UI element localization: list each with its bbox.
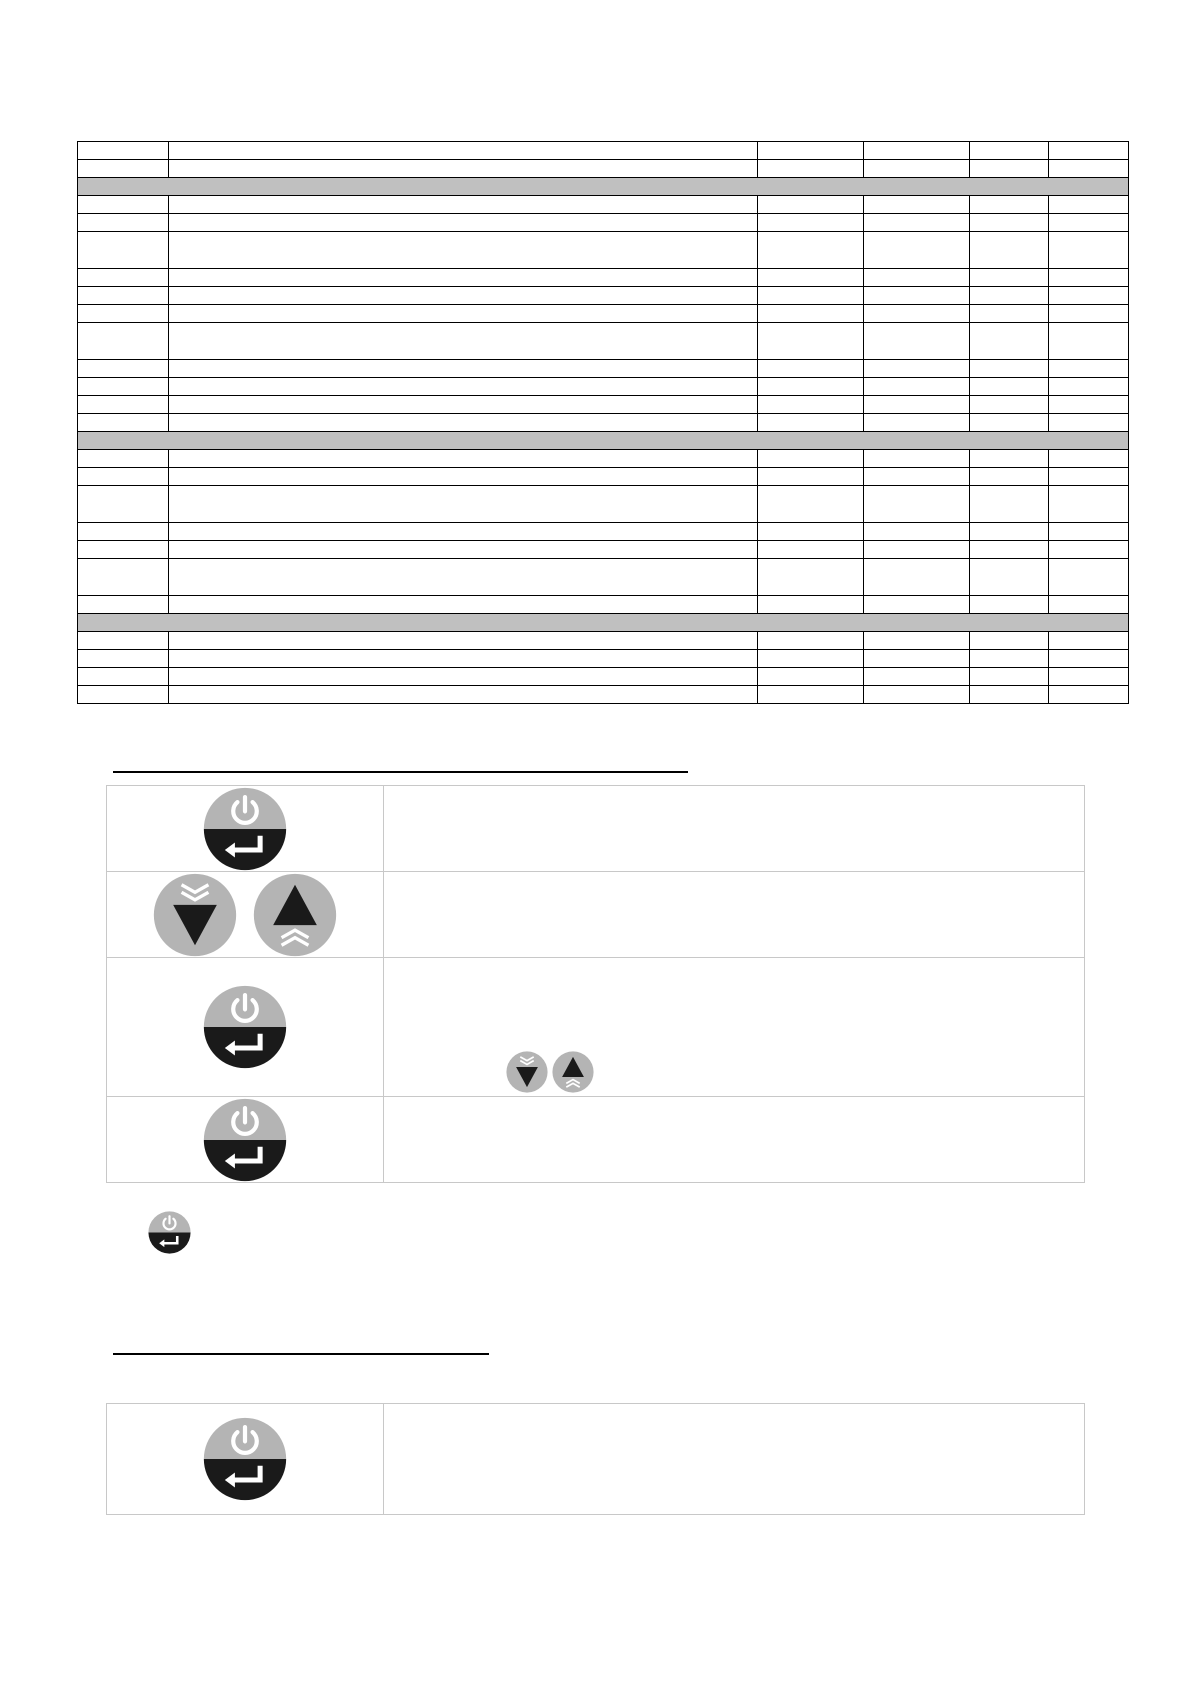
table-cell — [1049, 450, 1129, 468]
table-cell — [169, 160, 758, 178]
table-cell — [78, 632, 169, 650]
table-cell — [970, 632, 1049, 650]
table-section-header — [78, 614, 1129, 632]
section-cell — [78, 178, 1129, 196]
instruction-text-cell — [384, 1404, 1085, 1515]
table-cell — [1049, 378, 1129, 396]
table-cell — [758, 196, 864, 214]
table-cell — [78, 269, 169, 287]
table-cell — [864, 160, 970, 178]
table-cell — [169, 559, 758, 596]
table-cell — [169, 468, 758, 486]
table-cell — [169, 232, 758, 269]
table-cell — [1049, 305, 1129, 323]
table-cell — [970, 305, 1049, 323]
table-row — [78, 468, 1129, 486]
table-cell — [1049, 559, 1129, 596]
table-row — [78, 360, 1129, 378]
table-cell — [169, 632, 758, 650]
table-row — [78, 632, 1129, 650]
table-cell — [864, 142, 970, 160]
table-cell — [758, 541, 864, 559]
table-cell — [78, 668, 169, 686]
table-cell — [970, 269, 1049, 287]
table-cell — [758, 668, 864, 686]
table-cell — [970, 287, 1049, 305]
table-cell — [864, 232, 970, 269]
table-cell — [169, 668, 758, 686]
table-cell — [970, 668, 1049, 686]
table-cell — [758, 232, 864, 269]
table-cell — [78, 396, 169, 414]
table-cell — [970, 468, 1049, 486]
table-cell — [1049, 160, 1129, 178]
table-cell — [970, 523, 1049, 541]
button-instruction-table — [106, 1403, 1085, 1515]
table-cell — [1049, 541, 1129, 559]
icon-cell — [107, 786, 384, 872]
table-cell — [758, 414, 864, 432]
table-cell — [864, 396, 970, 414]
inline-arrow-icons — [506, 1051, 594, 1093]
instruction-row — [107, 786, 1085, 872]
table-cell — [758, 559, 864, 596]
table-cell — [78, 468, 169, 486]
table-cell — [78, 596, 169, 614]
instruction-row — [107, 958, 1085, 1097]
table-cell — [169, 523, 758, 541]
instruction-text-cell — [384, 958, 1085, 1097]
table-cell — [169, 323, 758, 360]
table-row — [78, 196, 1129, 214]
table-cell — [1049, 287, 1129, 305]
table-cell — [169, 686, 758, 704]
instruction-row — [107, 1097, 1085, 1183]
table-cell — [1049, 523, 1129, 541]
table-cell — [78, 232, 169, 269]
power-enter-icon — [148, 1211, 191, 1254]
power-enter-icon — [203, 787, 287, 871]
table-cell — [970, 541, 1049, 559]
power-enter-icon — [203, 1417, 287, 1501]
table-cell — [864, 450, 970, 468]
table-cell — [758, 486, 864, 523]
icon-cell — [107, 1404, 384, 1515]
table-cell — [78, 650, 169, 668]
table-cell — [169, 269, 758, 287]
table-cell — [169, 378, 758, 396]
table-cell — [970, 396, 1049, 414]
table-cell — [970, 650, 1049, 668]
table-cell — [169, 396, 758, 414]
table-cell — [758, 160, 864, 178]
table-cell — [864, 632, 970, 650]
arrow-up-icon — [253, 873, 337, 957]
table-cell — [864, 686, 970, 704]
table-cell — [864, 668, 970, 686]
table-cell — [78, 287, 169, 305]
table-cell — [78, 414, 169, 432]
table-cell — [758, 396, 864, 414]
table-cell — [864, 323, 970, 360]
table-cell — [970, 196, 1049, 214]
table-section-header — [78, 178, 1129, 196]
instruction-text-cell — [384, 786, 1085, 872]
table-cell — [864, 559, 970, 596]
table-cell — [970, 486, 1049, 523]
table-cell — [864, 196, 970, 214]
table-cell — [78, 450, 169, 468]
table-row — [78, 160, 1129, 178]
table-cell — [970, 559, 1049, 596]
table-cell — [78, 214, 169, 232]
table-cell — [970, 142, 1049, 160]
table-cell — [970, 686, 1049, 704]
instruction-row — [107, 1404, 1085, 1515]
table-cell — [864, 468, 970, 486]
table-section-header — [78, 432, 1129, 450]
table-cell — [1049, 232, 1129, 269]
table-cell — [864, 360, 970, 378]
table-row — [78, 323, 1129, 360]
table-cell — [169, 450, 758, 468]
table-cell — [78, 541, 169, 559]
table-cell — [78, 160, 169, 178]
table-cell — [169, 650, 758, 668]
table-cell — [1049, 468, 1129, 486]
table-cell — [758, 142, 864, 160]
table-cell — [864, 596, 970, 614]
table-cell — [864, 486, 970, 523]
table-row — [78, 414, 1129, 432]
table-row — [78, 287, 1129, 305]
table-row — [78, 142, 1129, 160]
section-cell — [78, 614, 1129, 632]
table-cell — [864, 650, 970, 668]
table-cell — [864, 414, 970, 432]
icon-cell — [107, 1097, 384, 1183]
table-row — [78, 523, 1129, 541]
table-cell — [78, 486, 169, 523]
arrow-down-icon — [506, 1051, 548, 1093]
table-cell — [1049, 632, 1129, 650]
table-row — [78, 486, 1129, 523]
table-cell — [970, 323, 1049, 360]
table-cell — [970, 160, 1049, 178]
table-cell — [970, 232, 1049, 269]
table-cell — [970, 214, 1049, 232]
table-cell — [864, 541, 970, 559]
table-cell — [758, 450, 864, 468]
instruction-text-cell — [384, 872, 1085, 958]
arrow-down-icon — [153, 873, 237, 957]
table-cell — [970, 414, 1049, 432]
table-cell — [758, 650, 864, 668]
table-row — [78, 541, 1129, 559]
table-row — [78, 269, 1129, 287]
instruction-text-cell — [384, 1097, 1085, 1183]
table-row — [78, 686, 1129, 704]
button-instruction-table — [106, 785, 1085, 1183]
table-cell — [1049, 396, 1129, 414]
power-enter-icon — [203, 985, 287, 1069]
table-row — [78, 396, 1129, 414]
table-cell — [758, 305, 864, 323]
table-cell — [970, 360, 1049, 378]
table-cell — [758, 360, 864, 378]
table-cell — [169, 287, 758, 305]
table-row — [78, 650, 1129, 668]
table-row — [78, 450, 1129, 468]
table-row — [78, 378, 1129, 396]
table-cell — [78, 559, 169, 596]
table-row — [78, 668, 1129, 686]
table-cell — [1049, 486, 1129, 523]
table-cell — [169, 414, 758, 432]
table-cell — [1049, 596, 1129, 614]
table-cell — [169, 305, 758, 323]
table-cell — [1049, 668, 1129, 686]
table-row — [78, 559, 1129, 596]
table-cell — [1049, 142, 1129, 160]
table-cell — [758, 287, 864, 305]
table-cell — [758, 468, 864, 486]
table-cell — [169, 541, 758, 559]
section-cell — [78, 432, 1129, 450]
table-cell — [758, 686, 864, 704]
table-row — [78, 214, 1129, 232]
table-cell — [1049, 214, 1129, 232]
icon-cell — [107, 872, 384, 958]
table-cell — [78, 360, 169, 378]
table-cell — [864, 269, 970, 287]
table-cell — [864, 305, 970, 323]
instruction-row — [107, 872, 1085, 958]
table-row — [78, 596, 1129, 614]
table-cell — [169, 486, 758, 523]
table-cell — [758, 632, 864, 650]
icon-cell — [107, 958, 384, 1097]
table-cell — [78, 196, 169, 214]
table-cell — [1049, 360, 1129, 378]
table-cell — [1049, 650, 1129, 668]
table-row — [78, 232, 1129, 269]
table-cell — [758, 596, 864, 614]
table-cell — [169, 196, 758, 214]
table-cell — [864, 378, 970, 396]
table-cell — [1049, 686, 1129, 704]
table-cell — [970, 450, 1049, 468]
table-cell — [1049, 269, 1129, 287]
table-cell — [864, 214, 970, 232]
table-cell — [970, 378, 1049, 396]
table-cell — [758, 323, 864, 360]
table-cell — [1049, 323, 1129, 360]
power-enter-icon — [203, 1098, 287, 1182]
table-cell — [758, 523, 864, 541]
table-cell — [78, 523, 169, 541]
table-cell — [864, 287, 970, 305]
table-cell — [864, 523, 970, 541]
section-heading-underline — [113, 1353, 489, 1355]
table-cell — [758, 269, 864, 287]
table-cell — [1049, 414, 1129, 432]
table-cell — [758, 214, 864, 232]
section-heading-underline — [113, 771, 688, 773]
parameter-table — [77, 141, 1129, 704]
table-cell — [758, 378, 864, 396]
table-cell — [1049, 196, 1129, 214]
table-cell — [169, 142, 758, 160]
table-row — [78, 305, 1129, 323]
table-cell — [169, 214, 758, 232]
table-cell — [169, 596, 758, 614]
table-cell — [970, 596, 1049, 614]
table-cell — [78, 142, 169, 160]
table-cell — [78, 323, 169, 360]
arrow-up-icon — [552, 1051, 594, 1093]
table-cell — [169, 360, 758, 378]
table-cell — [78, 305, 169, 323]
table-cell — [78, 378, 169, 396]
table-cell — [78, 686, 169, 704]
